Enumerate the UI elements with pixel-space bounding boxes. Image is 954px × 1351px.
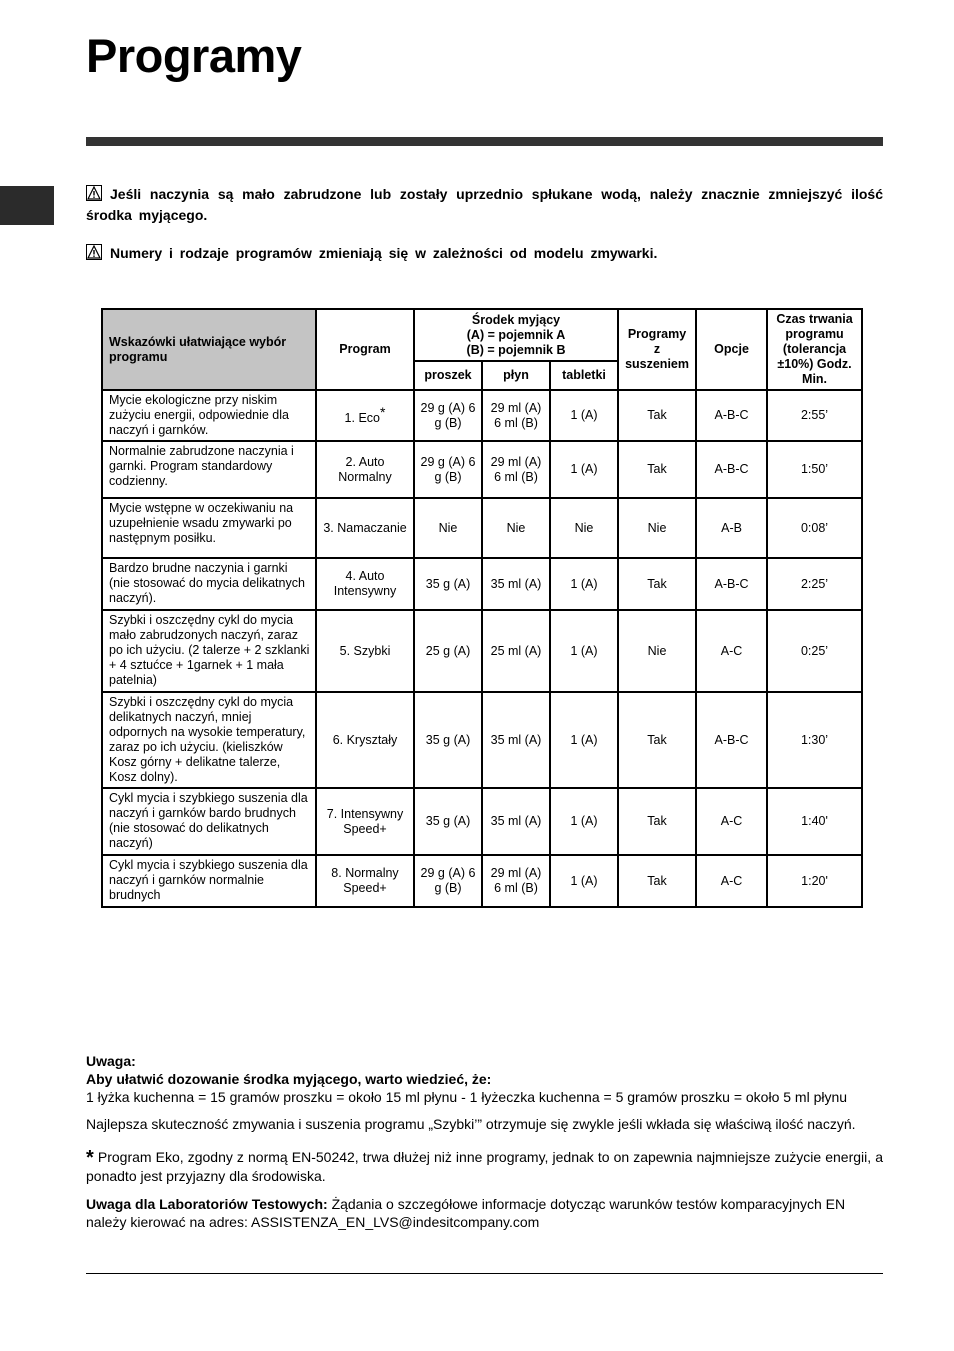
header-powder: proszek	[414, 361, 482, 390]
warning-text: Numery i rodzaje programów zmieniają się w zależności od modelu zmywarki.	[110, 245, 658, 261]
warning-text: Jeśli naczynia są mało zabrudzone lub zostały uprzednio spłukane wodą, należy znacznie zmniejszyć ilość środka myjącego.	[86, 186, 883, 223]
warning-note-1	[86, 184, 883, 226]
cell-powder: Nie	[414, 498, 482, 558]
notes-heading: Uwaga:	[86, 1053, 136, 1069]
table-row	[102, 788, 862, 855]
header-options: Opcje	[696, 309, 767, 390]
cell-liquid: 29 ml (A) 6 ml (B)	[482, 441, 550, 498]
cell-drying: Tak	[618, 692, 696, 788]
cell-options: A-B	[696, 498, 767, 558]
cell-options: A-C	[696, 855, 767, 907]
cell-drying: Tak	[618, 558, 696, 610]
cell-program: 5. Szybki	[316, 610, 414, 692]
cell-powder: 29 g (A) 6 g (B)	[414, 855, 482, 907]
cell-liquid: 35 ml (A)	[482, 788, 550, 855]
cell-duration: 2:55’	[767, 390, 862, 441]
cell-liquid: 35 ml (A)	[482, 692, 550, 788]
bottom-rule	[86, 1273, 883, 1274]
cell-program: 4. Auto Intensywny	[316, 558, 414, 610]
notes-eco-text: Program Eko, zgodny z normą EN-50242, trwa dłużej niż inne programy, jednak to on zapewnia najmniejsze zużycie energii, a ponadto jest przyjazny dla środowiska.	[86, 1149, 883, 1184]
cell-liquid: 29 ml (A) 6 ml (B)	[482, 855, 550, 907]
cell-powder: 29 g (A) 6 g (B)	[414, 390, 482, 441]
cell-drying: Tak	[618, 855, 696, 907]
table-row	[102, 558, 862, 610]
program-footnote-mark: *	[379, 403, 386, 420]
notes-subheading: Aby ułatwić dozowanie środka myjącego, warto wiedzieć, że:	[86, 1071, 492, 1087]
header-detergent-b: (B) = pojemnik B	[466, 342, 566, 357]
cell-program: 3. Namaczanie	[316, 498, 414, 558]
table-row	[102, 441, 862, 498]
cell-program: 1. Eco*	[316, 390, 414, 441]
cell-duration: 0:08’	[767, 498, 862, 558]
cell-tablets: Nie	[550, 498, 618, 558]
cell-options: A-B-C	[696, 390, 767, 441]
notes-measure: 1 łyżka kuchenna = 15 gramów proszku = około 15 ml płynu - 1 łyżeczka kuchenna = 5 gramów proszku = około 5 ml płynu	[86, 1089, 848, 1105]
notes-lab	[86, 1195, 883, 1231]
notes-lab-text: Żądania o szczegółowe informacje dotycząc warunków testów komparacyjnych EN należy kierować na adres: ASSISTENZA_EN_LVS@indesitcompany.com	[86, 1196, 846, 1230]
cell-duration: 0:25’	[767, 610, 862, 692]
table-row	[102, 855, 862, 907]
header-detergent	[414, 309, 618, 361]
title-rule	[86, 137, 883, 146]
table-body	[102, 390, 862, 907]
header-detergent-title: Środek myjący	[471, 312, 561, 327]
cell-liquid: Nie	[482, 498, 550, 558]
side-tab-marker	[0, 186, 54, 225]
cell-tablets: 1 (A)	[550, 692, 618, 788]
cell-duration: 1:40'	[767, 788, 862, 855]
cell-duration: 2:25’	[767, 558, 862, 610]
notes-block	[86, 1052, 883, 1231]
cell-program: 8. Normalny Speed+	[316, 855, 414, 907]
notes-best-results: Najlepsza skuteczność zmywania i suszenia programu „Szybki’” otrzymuje się zwykle jeśli wkłada się właściwą ilość naczyń.	[86, 1116, 856, 1132]
cell-hint: Cykl mycia i szybkiego suszenia dla naczyń i garnków bardo brudnych (nie stosować do delikatnych naczyń)	[102, 788, 316, 855]
cell-liquid: 25 ml (A)	[482, 610, 550, 692]
header-hint: Wskazówki ułatwiające wybór programu	[102, 309, 316, 390]
notes-eco	[86, 1148, 883, 1185]
cell-powder: 35 g (A)	[414, 788, 482, 855]
table-row	[102, 610, 862, 692]
cell-tablets: 1 (A)	[550, 855, 618, 907]
eco-footnote-mark: *	[86, 1147, 94, 1169]
cell-options: A-B-C	[696, 441, 767, 498]
cell-duration: 1:30’	[767, 692, 862, 788]
cell-hint: Bardzo brudne naczynia i garnki (nie stosować do mycia delikatnych naczyń).	[102, 558, 316, 610]
cell-hint: Normalnie zabrudzone naczynia i garnki. Program standardowy codzienny.	[102, 441, 316, 498]
cell-liquid: 29 ml (A) 6 ml (B)	[482, 390, 550, 441]
cell-hint: Szybki i oszczędny cykl do mycia mało zabrudzonych naczyń, zaraz po ich użyciu. (2 talerze + 2 szklanki + 4 sztućce + 1garnek + 1 mała patelnia)	[102, 610, 316, 692]
cell-program: 2. Auto Normalny	[316, 441, 414, 498]
cell-drying: Nie	[618, 498, 696, 558]
header-detergent-a: (A) = pojemnik A	[466, 327, 566, 342]
notes-lab-label: Uwaga dla Laboratoriów Testowych:	[86, 1196, 328, 1212]
cell-options: A-C	[696, 788, 767, 855]
cell-powder: 29 g (A) 6 g (B)	[414, 441, 482, 498]
cell-tablets: 1 (A)	[550, 788, 618, 855]
cell-hint: Mycie wstępne w oczekiwaniu na uzupełnienie wsadu zmywarki po następnym posiłku.	[102, 498, 316, 558]
table-row	[102, 692, 862, 788]
cell-liquid: 35 ml (A)	[482, 558, 550, 610]
cell-options: A-B-C	[696, 692, 767, 788]
header-program: Program	[316, 309, 414, 390]
cell-hint: Szybki i oszczędny cykl do mycia delikatnych naczyń, mniej odpornych na wysokie temperatury, zaraz po ich użyciu. (kieliszków Kosz górny + delikatne talerze, Kosz dolny).	[102, 692, 316, 788]
cell-drying: Tak	[618, 788, 696, 855]
cell-program: 6. Kryształy	[316, 692, 414, 788]
cell-options: A-C	[696, 610, 767, 692]
cell-tablets: 1 (A)	[550, 441, 618, 498]
cell-drying: Tak	[618, 441, 696, 498]
header-duration: Czas trwania programu (tolerancja ±10%) Godz. Min.	[767, 309, 862, 390]
cell-hint: Cykl mycia i szybkiego suszenia dla naczyń i garnków normalnie brudnych	[102, 855, 316, 907]
warning-triangle-icon	[86, 244, 102, 260]
cell-powder: 35 g (A)	[414, 692, 482, 788]
cell-powder: 35 g (A)	[414, 558, 482, 610]
cell-program: 7. Intensywny Speed+	[316, 788, 414, 855]
table-row	[102, 390, 862, 441]
header-liquid: płyn	[482, 361, 550, 390]
cell-drying: Nie	[618, 610, 696, 692]
cell-tablets: 1 (A)	[550, 390, 618, 441]
cell-tablets: 1 (A)	[550, 610, 618, 692]
cell-tablets: 1 (A)	[550, 558, 618, 610]
cell-drying: Tak	[618, 390, 696, 441]
cell-duration: 1:50’	[767, 441, 862, 498]
warning-triangle-icon	[86, 185, 102, 201]
cell-powder: 25 g (A)	[414, 610, 482, 692]
header-tablets: tabletki	[550, 361, 618, 390]
header-drying: Programy z suszeniem	[618, 309, 696, 390]
cell-duration: 1:20'	[767, 855, 862, 907]
programs-table	[101, 308, 863, 908]
warning-note-2	[86, 243, 883, 264]
page-title: Programy	[86, 29, 302, 82]
cell-hint: Mycie ekologiczne przy niskim zużyciu energii, odpowiednie dla naczyń i garnków.	[102, 390, 316, 441]
cell-options: A-B-C	[696, 558, 767, 610]
table-row	[102, 498, 862, 558]
